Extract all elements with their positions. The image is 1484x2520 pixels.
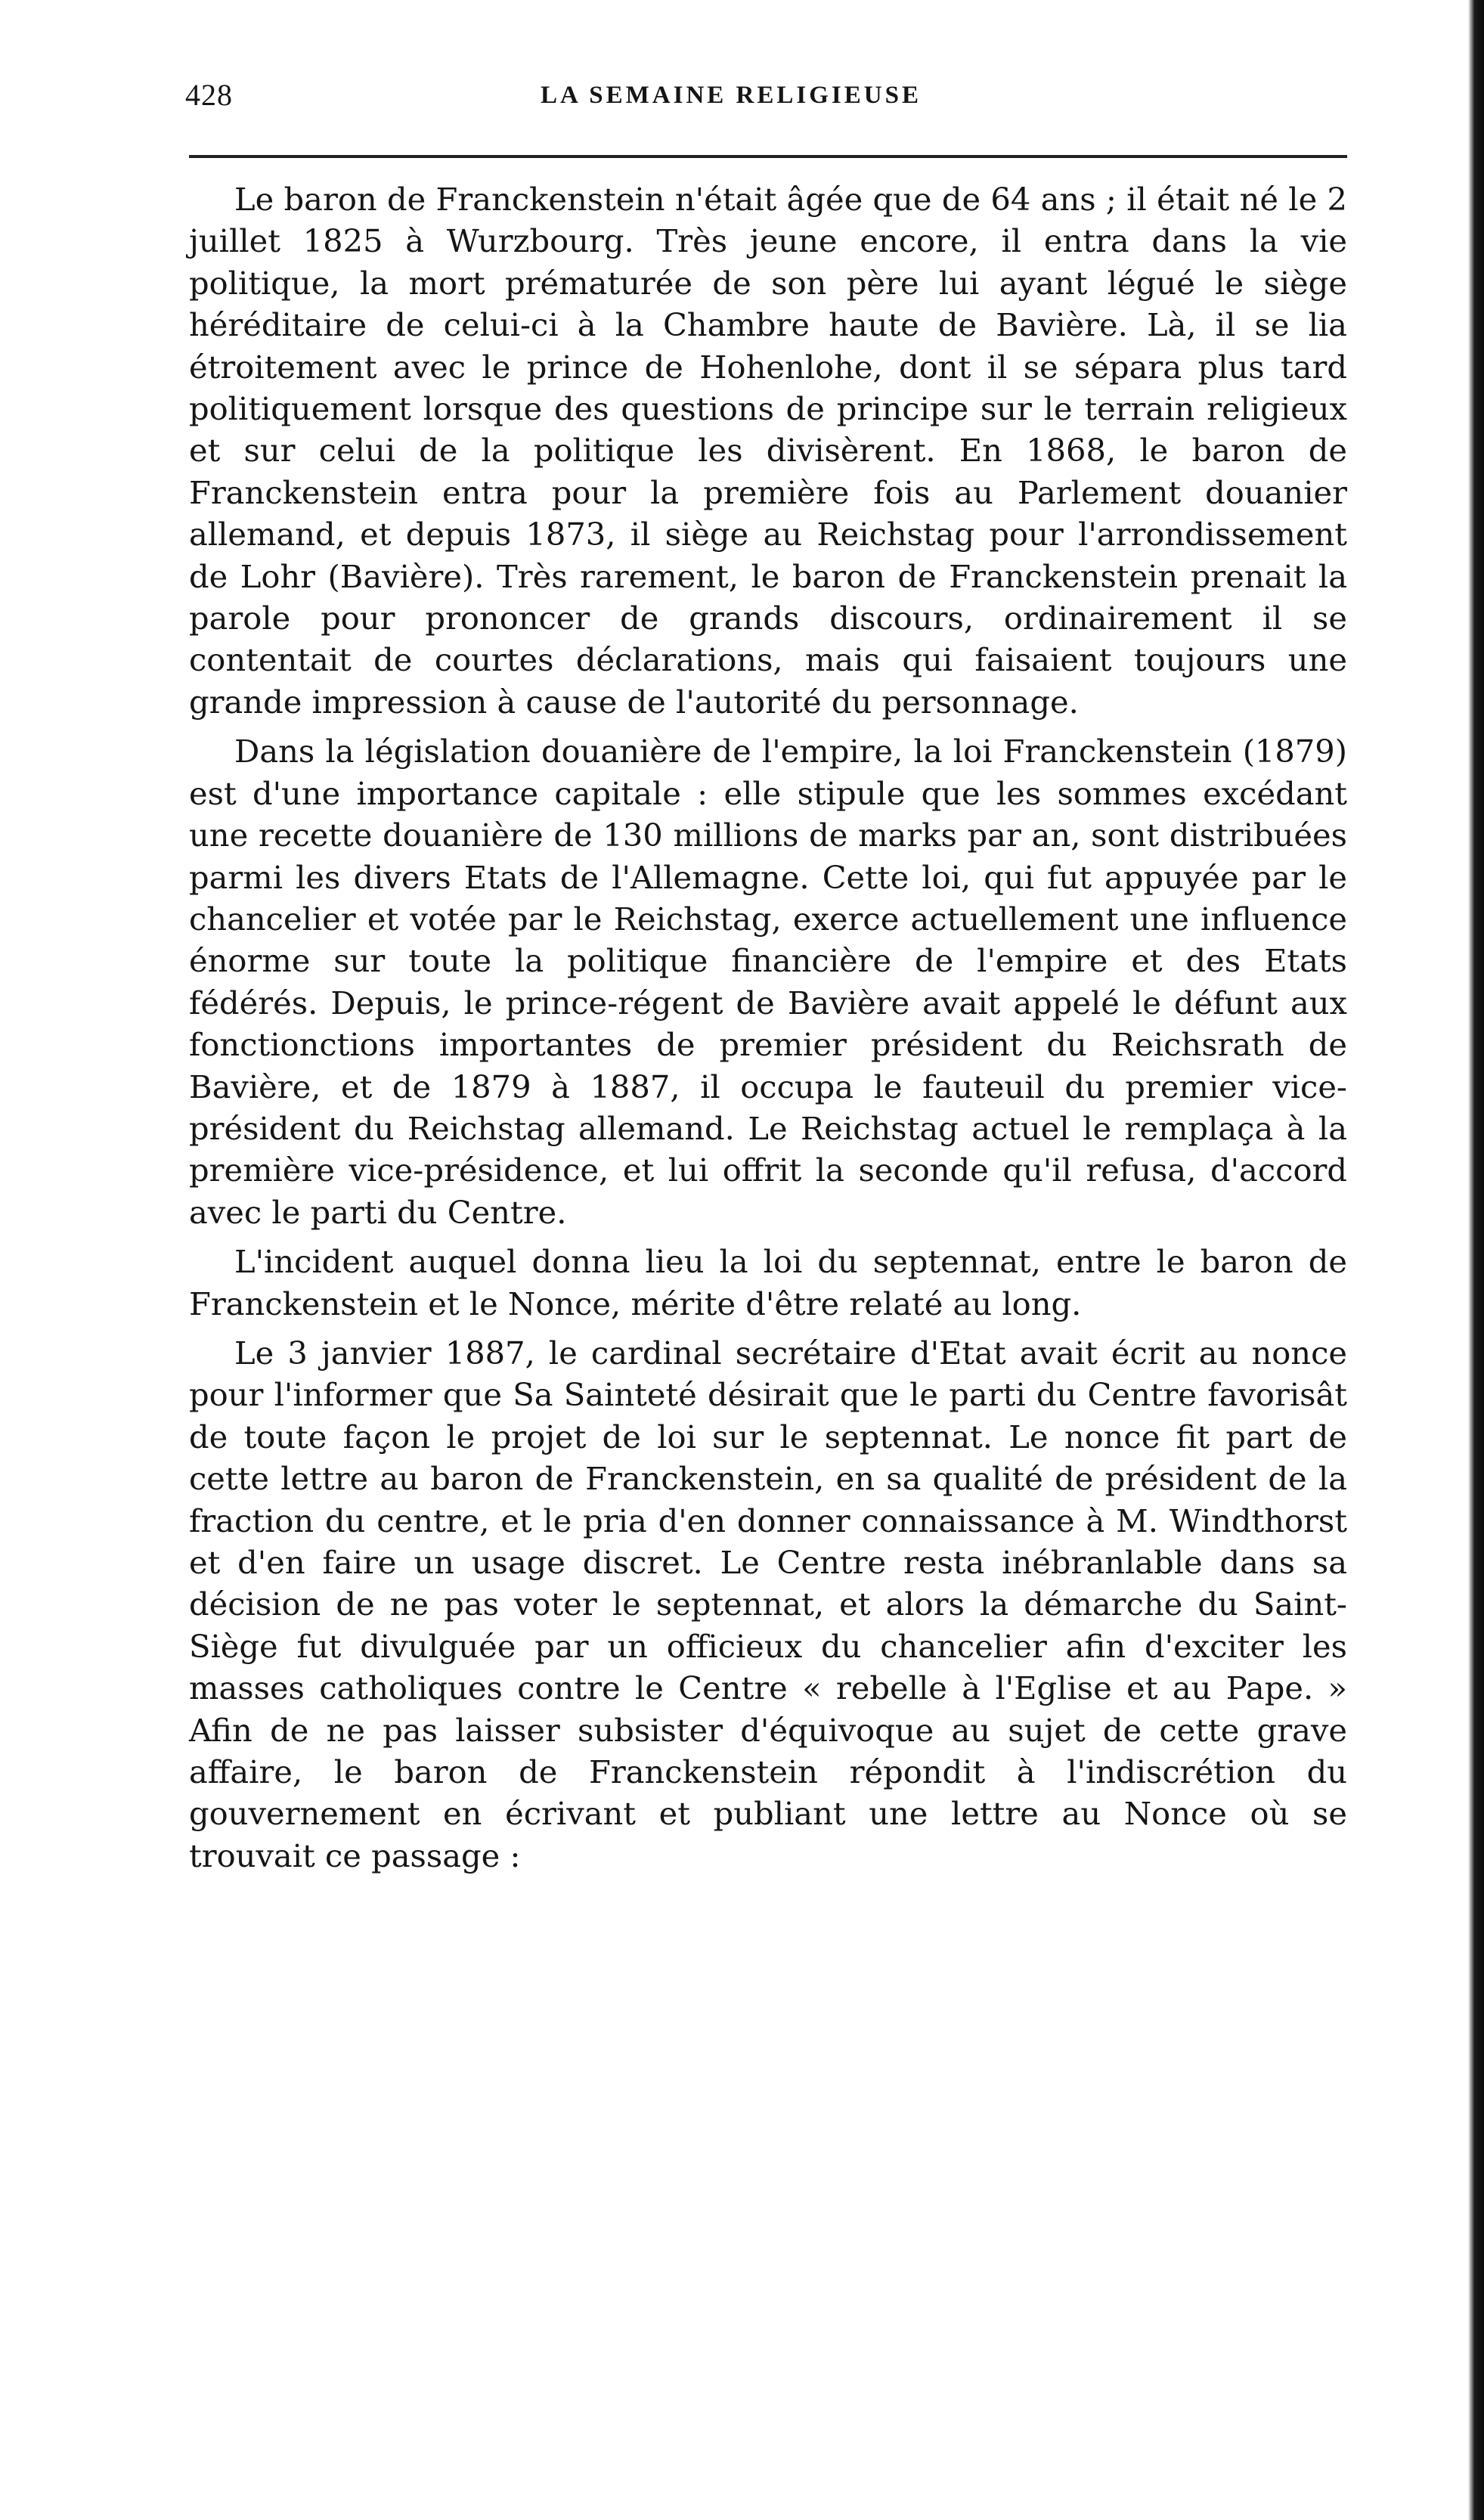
page-header <box>185 77 1349 122</box>
paragraph-septennat-letter: Le 3 janvier 1887, le cardinal secrétaire d'Etat avait écrit au nonce pour l'informer que Sa Sainteté désirait que le parti du Centre favorisât de toute façon le projet de loi sur le septennat. Le nonce fit part de cette lettre au baron de Franckenstein, en sa qualité de président de la fraction du centre, et le pria d'en donner connaissance à M. Windthorst et d'en faire un usage discret. Le Centre resta inébranlable dans sa décision de ne pas voter le septennat, et alors la démarche du Saint-Siège fut divulguée par un officieux du chancelier afin d'exciter les masses catholiques contre le Centre « rebelle à l'Eglise et au Pape. » Afin de ne pas laisser subsister d'équivoque au sujet de cette grave affaire, le baron de Franckenstein répondit à l'indiscrétion du gouvernement en écrivant et publiant une lettre au Nonce où se trouvait ce passage : <box>189 1334 1347 1874</box>
page-edge-shadow <box>1468 0 1484 2520</box>
paragraph-biography: Le baron de Franckenstein n'était âgée que de 64 ans ; il était né le 2 juillet 1825 à Wurzbourg. Très jeune encore, il entra dans la vie politique, la mort prématurée de son père lui ayant légué le siège héréditaire de celui-ci à la Chambre haute de Bavière. Là, il se lia étroitement avec le prince de Hohenlohe, dont il se sépara plus tard politiquement lorsque des questions de principe sur le terrain religieux et sur celui de la politique les divisèrent. En 1868, le baron de Franckenstein entra pour la première fois au Parlement douanier allemand, et depuis 1873, il siège au Reichstag pour l'arrondissement de Lohr (Bavière). Très rarement, le baron de Franckenstein prenait la parole pour prononcer de grands discours, ordinairement il se contentait de courtes déclarations, mais qui faisaient toujours une grande impression à cause de l'autorité du personnage. <box>189 181 1347 721</box>
paragraph-customs-law: Dans la législation douanière de l'empire, la loi Franckenstein (1879) est d'une importance capitale : elle stipule que les sommes excédant une recette douanière de 130 millions de marks par an, sont distribuées parmi les divers Etats de l'Allemagne. Cette loi, qui fut appuyée par le chancelier et votée par le Reichstag, exerce actuellement une influence énorme sur toute la politique financière de l'empire et des Etats fédérés. Depuis, le prince-régent de Bavière avait appelé le défunt aux fonctionctions importantes de premier président du Reichsrath de Bavière, et de 1879 à 1887, il occupa le fauteuil du premier vice-président du Reichstag allemand. Le Reichstag actuel le remplaça à la première vice-présidence, et lui offrit la seconde qu'il refusa, d'accord avec le parti du Centre. <box>189 733 1347 1231</box>
header-rule <box>189 155 1347 158</box>
body-text <box>189 178 1347 1877</box>
running-title: LA SEMAINE RELIGIEUSE <box>541 82 922 109</box>
paragraph-incident-intro: L'incident auquel donna lieu la loi du septennat, entre le baron de Franckenstein et le Nonce, mérite d'être relaté au long. <box>189 1243 1347 1322</box>
page-number: 428 <box>185 78 233 112</box>
